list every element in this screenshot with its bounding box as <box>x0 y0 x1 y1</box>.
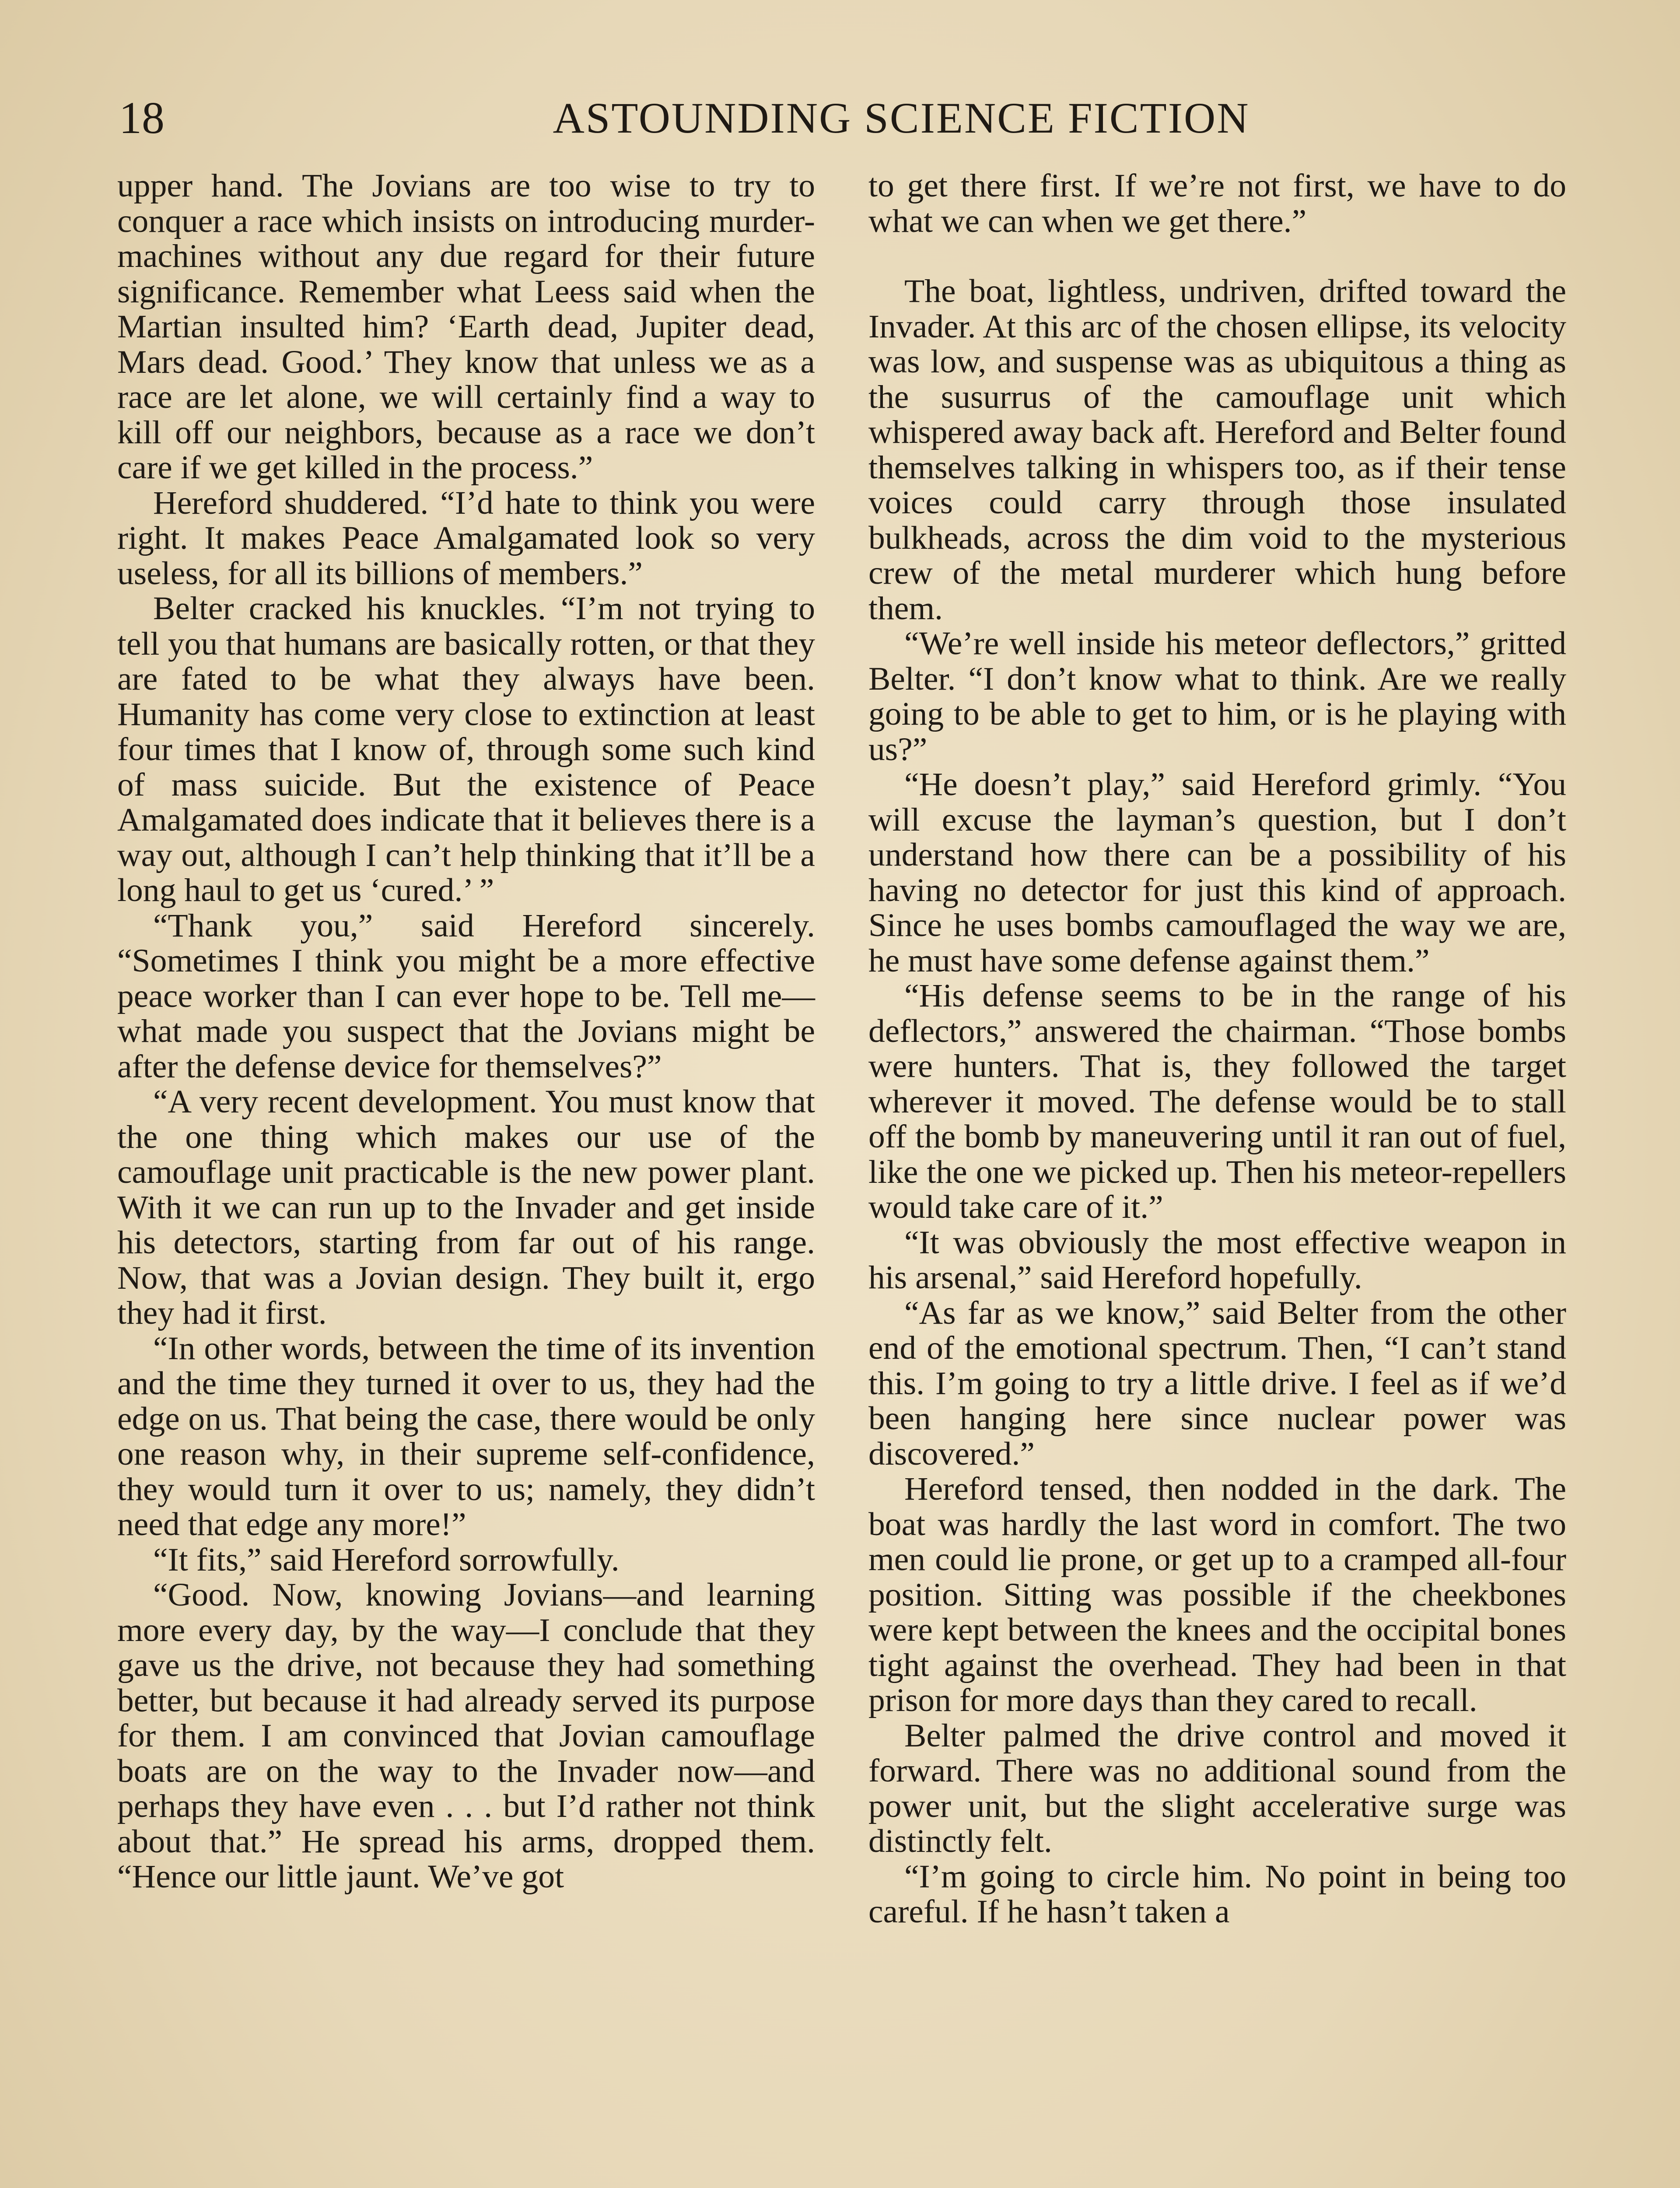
paragraph: “I’m going to circle him. No point in being too careful. If he hasn’t taken a <box>868 1858 1566 1930</box>
paragraph: Hereford shuddered. “I’d hate to think you were right. It makes Peace Amalgamated look so very useless, for all its billions of members.” <box>117 484 815 592</box>
paragraph: “Thank you,” said Hereford sincerely. “Sometimes I think you might be a more effective peace worker than I can ever hope to be. Tell me—what made you suspect that the Jovians might be after the defense device for themselves?” <box>117 907 815 1085</box>
page-header <box>114 88 1566 149</box>
paragraph: “He doesn’t play,” said Hereford grimly. “You will excuse the layman’s question, but I don’t understand how there can be a possibility of his having no detector for just this kind of approach. Since he uses bombs camouflaged the way we are, he must have some defense against them.” <box>868 766 1566 979</box>
left-text-column <box>117 168 815 1895</box>
paragraph: The boat, lightless, undriven, drifted toward the Invader. At this arc of the chosen ellipse, its velocity was low, and suspense was as ubiquitous a thing as the susurrus of the camouflage unit which whispered away back aft. Hereford and Belter found themselves talking in whispers too, as if their tense voices could carry through those insulated bulkheads, across the dim void to the mysterious crew of the metal murderer which hung before them. <box>868 273 1566 627</box>
paragraph: “It was obviously the most effective weapon in his arsenal,” said Hereford hopefully. <box>868 1224 1566 1296</box>
paragraph: “His defense seems to be in the range of his deflectors,” answered the chairman. “Those bombs were hunters. That is, they followed the target wherever it moved. The defense would be to stall off the bomb by maneuvering until it ran out of fuel, like the one we picked up. Then his meteor-repellers would take care of it.” <box>868 978 1566 1225</box>
paragraph: “As far as we know,” said Belter from the other end of the emotional spectrum. Then, “I can’t stand this. I’m going to try a little drive. I feel as if we’d been hanging here since nuclear power was discovered.” <box>868 1294 1566 1472</box>
running-head: ASTOUNDING SCIENCE FICTION <box>553 94 1250 142</box>
paragraph: “We’re well inside his meteor deflectors,” gritted Belter. “I don’t know what to think. Are we really going to be able to get to him, or is he playing with us?” <box>868 625 1566 768</box>
paragraph: Belter cracked his knuckles. “I’m not trying to tell you that humans are basically rotten, or that they are fated to be what they always have been. Humanity has come very close to extinction at least four times that I know of, through some such kind of mass suicide. But the existence of Peace Amalgamated does indicate that it believes there is a way out, although I can’t help thinking that it’ll be a long haul to get us ‘cured.’ ” <box>117 590 815 908</box>
paragraph: to get there first. If we’re not first, we have to do what we can when we get there.” <box>868 168 1566 239</box>
page-number: 18 <box>119 93 164 143</box>
paragraph: upper hand. The Jovians are too wise to try to conquer a race which insists on introducing murder-machines without any due regard for their future significance. Remember what Leess said when the Martian insulted him? ‘Earth dead, Jupiter dead, Mars dead. Good.’ They know that unless we as a race are let alone, we will certainly find a way to kill off our neighbors, because as a race we don’t care if we get killed in the process.” <box>117 168 815 486</box>
right-text-column <box>868 168 1566 1930</box>
paragraph: “In other words, between the time of its invention and the time they turned it over to us, they had the edge on us. That being the case, there would be only one reason why, in their supreme self-confidence, they would turn it over to us; namely, they didn’t need that edge any more!” <box>117 1330 815 1543</box>
paragraph: “Good. Now, knowing Jovians—and learning more every day, by the way—I conclude that they gave us the drive, not because they had something better, but because it had already served its purpose for them. I am convinced that Jovian camouflage boats are on the way to the Invader now—and perhaps they have even . . . but I’d rather not think about that.” He spread his arms, dropped them. “Hence our little jaunt. We’ve got <box>117 1577 815 1895</box>
paragraph: “A very recent development. You must know that the one thing which makes our use of the camouflage unit practicable is the new power plant. With it we can run up to the Invader and get inside his detectors, starting from far out of his range. Now, that was a Jovian design. They built it, ergo they had it first. <box>117 1083 815 1331</box>
paragraph: Hereford tensed, then nodded in the dark. The boat was hardly the last word in comfort. The two men could lie prone, or get up to a cramped all-four position. Sitting was possible if the cheekbones were kept between the knees and the occipital bones tight against the overhead. They had been in that prison for more days than they cared to recall. <box>868 1471 1566 1718</box>
paragraph: Belter palmed the drive control and moved it forward. There was no additional sound from the power unit, but the slight accelerative surge was distinctly felt. <box>868 1717 1566 1859</box>
paragraph: “It fits,” said Hereford sorrowfully. <box>153 1541 620 1578</box>
